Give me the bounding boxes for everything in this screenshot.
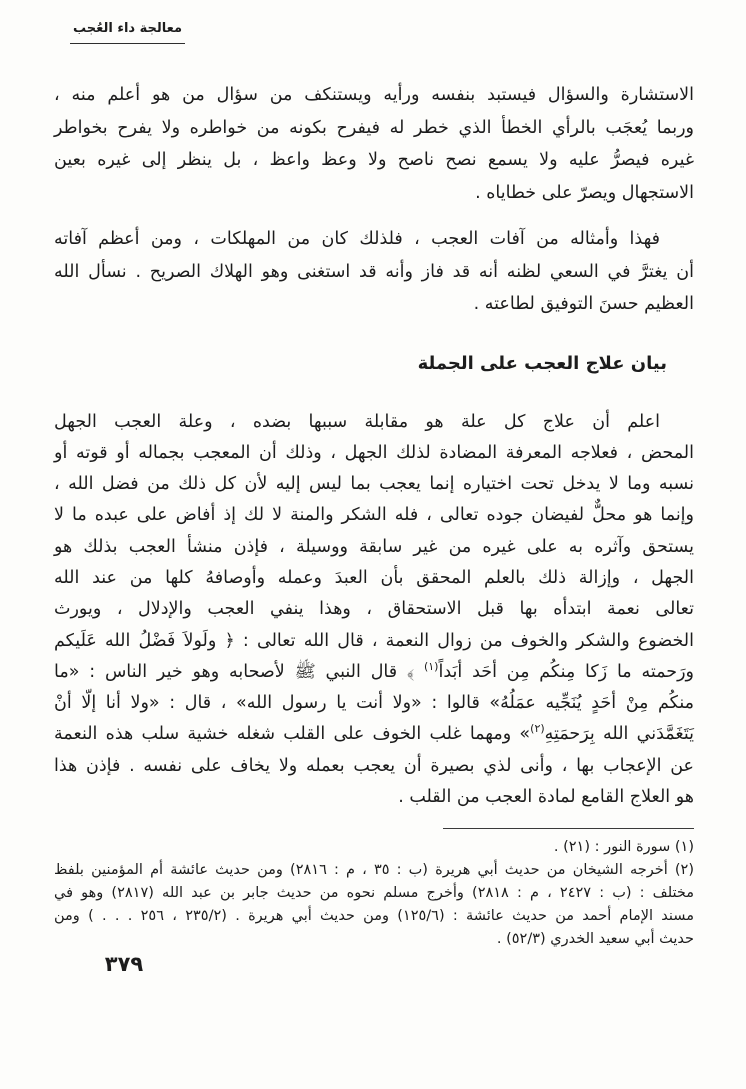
text-line: يَتَغَمَّدَني الله بِرَحمَتِهِ$^{(٢)}$» ومهما غلب الخوف على القلب شغله خشية سلب هذه النعمة — [54, 722, 694, 745]
text-line: تعالى نعمة ابتدأه بها قبل الاستحقاق ، وهذا ينفي العجب والإدلال ، ويورث — [54, 599, 694, 620]
text-line: فهذا وأمثاله من آفات العجب ، فلذلك كان من المهلكات ، ومن أعظم آفاته — [54, 229, 660, 249]
text-line: الجهل ، وإزالة ذلك بالعلم المحقق بأن العبدَ وعمله وأوصافهُ كلها من عند الله — [54, 567, 694, 588]
text-line: غيره فيصرُّ عليه ولا يسمع نصح ناصح ولا وعظ واعظ ، بل ينظر إلى غيره بعين — [54, 150, 694, 170]
paragraph-2 — [54, 223, 694, 321]
text-line: ورَحمته ما زَكا مِنكُم مِن أحَد أبَداً$^{(١)}$ ﴾ قال النبي ﷺ لأصحابه وهو خير الناس : «ما — [54, 660, 695, 682]
footnote-line: (١) سورة النور : (٢١) . — [553, 839, 694, 856]
paragraph-3 — [54, 407, 694, 814]
text-line: الخضوع والشكر والخوف من زوال النعمة ، قال الله تعالى : ﴿ ولَولاَ فَضْلُ الله عَلَيكم — [54, 630, 694, 651]
text-line: الاستشارة والسؤال فيستبد بنفسه ورأيه ويستنكف من سؤال من هو أعلم منه ، — [54, 85, 694, 105]
footnote-line: (٢) أخرجه الشيخان من حديث أبي هريرة (ب : ٣٥ ، م : ٢٨١٦) ومن حديث عائشة أم المؤمنين بلفظ — [54, 862, 694, 879]
footnote-line: مسند الإمام أحمد من حديث عائشة : (١٢٥/٦) ومن حديث أبي هريرة . (٢٣٥/٢ ، ٢٥٦ . . . ) ومن — [54, 908, 694, 925]
footnote-separator-rule — [443, 828, 694, 829]
footnote-2 — [54, 859, 694, 951]
footnote-line: مختلف : (ب : ٢٤٢٧ ، م : ٢٨١٨) وأخرج مسلم نحوه من حديث جابر بن عبد الله (٢٨١٧) وهو في — [54, 885, 694, 902]
text-line: يستحق وآثره به على غيره من غير سابقة ووسيلة ، فإذن منشأ العجب بذلك هو — [54, 536, 694, 557]
body-column — [54, 79, 694, 951]
text-line: اعلم أن علاج كل علة هو مقابلة سببها بضده ، وعلة العجب الجهل — [54, 411, 660, 432]
text-line: نسبه وما لا يدخل تحت اختياره إنما يعجب بما ليس إليه لأن كل ذلك من فضل الله ، — [54, 474, 694, 495]
page-number: ٣٧٩ — [104, 952, 144, 976]
text-line: هو العلاج القامع لمادة العجب من القلب . — [398, 787, 694, 808]
footnote-line: حديث أبي سعيد الخدري (٥٢/٣) . — [496, 931, 694, 948]
footnote-marker: (١) — [423, 660, 439, 674]
paragraph-1 — [54, 79, 694, 209]
text-line: عن الإعجاب بها ، وأنى لذي بصيرة أن يعجب بعمله ولا يخاف على نفسه . فإذن هذا — [54, 755, 694, 776]
section-heading: بيان علاج العجب على الجملة — [417, 352, 667, 374]
text-line: العظيم حسنَ التوفيق لطاعته . — [473, 294, 694, 314]
running-header: معالجة داء العُجب — [70, 21, 185, 44]
text-line: أن يغترَّ في السعي لظنه أنه قد فاز وأنه قد استغنى وهو الهلاك الصريح . نسأل الله — [54, 261, 694, 282]
text-line: المحض ، فعلاجه المعرفة المضادة لذلك الجهل ، وذلك أن المعجب بجماله أو قوته أو — [54, 442, 694, 463]
text-line: وإنما هو محلٌّ لفيضان جوده تعالى ، فله الشكر والمنة لا لك إذ أفاض على عبده ما لا — [54, 505, 694, 526]
footnote-marker: (٢) — [530, 722, 545, 736]
text-line: وربما يُعجَب بالرأي الخطأ الذي خطر له فيفرح بكونه من خواطره ولا يفرح بخواطر — [54, 117, 694, 138]
text-line: منكُم مِنْ أحَدٍ يُنَجِّيه عمَلُهُ» قالوا : «ولا أنت يا رسول الله» ، قال : «ولا أنا إلّا أنْ — [54, 693, 694, 714]
text-line: الاستجهال ويصرّ على خطاياه . — [475, 182, 694, 203]
footnote-1 — [54, 836, 694, 859]
footnotes-section — [54, 836, 694, 951]
